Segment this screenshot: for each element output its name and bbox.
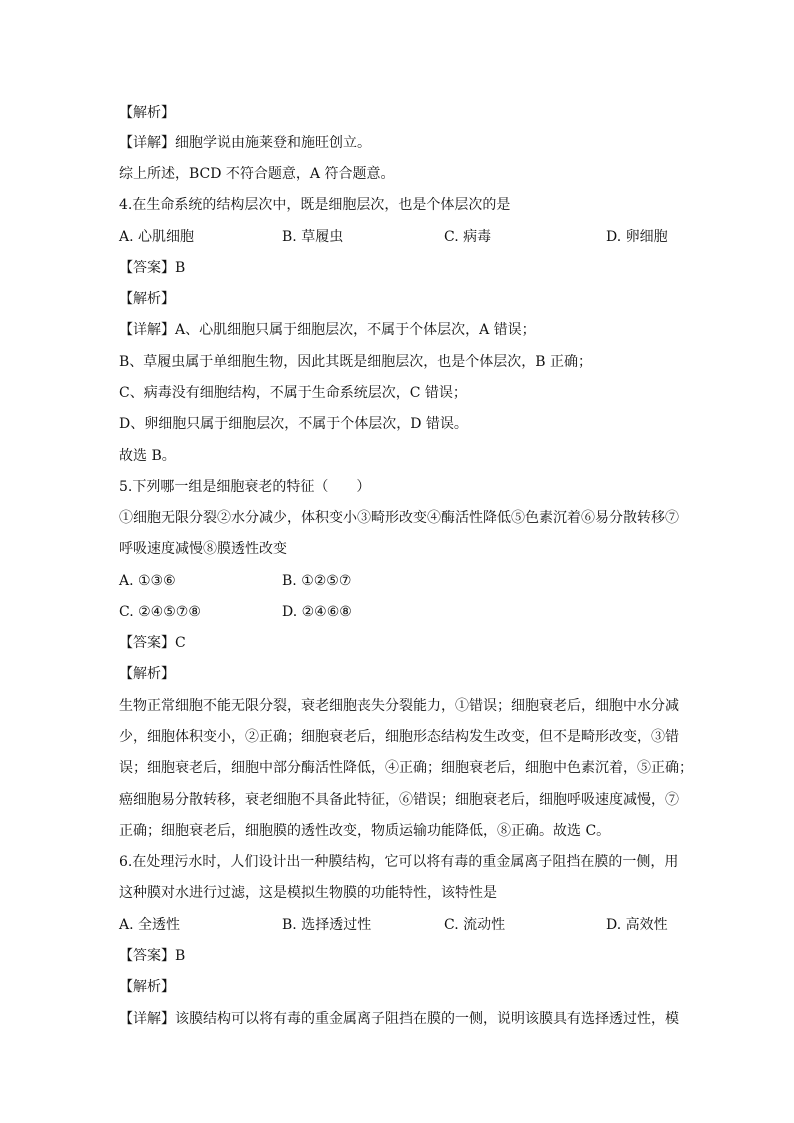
summary-text: 综上所述，BCD 不符合题意，A 符合题意。 (119, 166, 395, 182)
detail-text: C、病毒没有细胞结构，不属于生命系统层次，C 错误； (119, 385, 467, 401)
analysis-heading: 【解析】 (119, 979, 175, 995)
answer-label: 【答案】C (119, 635, 186, 651)
question-5-items: ①细胞无限分裂②水分减少，体积变小③畸形改变④酶活性降低⑤色素沉着⑥易分散转移⑦ (119, 510, 679, 526)
q6-option-a: A. 全透性 (119, 917, 181, 933)
detail-text: 【详解】细胞学说由施莱登和施旺创立。 (119, 135, 371, 151)
q6-option-c: C. 流动性 (444, 917, 506, 933)
q6-option-b: B. 选择透过性 (282, 917, 372, 933)
analysis-heading: 【解析】 (119, 105, 175, 121)
q5-option-c: C. ②④⑤⑦⑧ (119, 604, 201, 620)
analysis-text: 癌细胞易分散转移，衰老细胞不具备此特征，⑥错误；细胞衰老后，细胞呼吸速度减慢，⑦ (119, 792, 679, 808)
analysis-text: 生物正常细胞不能无限分裂，衰老细胞丧失分裂能力，①错误；细胞衰老后，细胞中水分减 (119, 698, 679, 714)
q4-option-c: C. 病毒 (444, 229, 492, 245)
detail-text: B、草履虫属于单细胞生物，因此其既是细胞层次，也是个体层次，B 正确； (119, 354, 593, 370)
answer-label: 【答案】B (119, 260, 186, 276)
analysis-heading: 【解析】 (119, 291, 175, 307)
detail-text: 【详解】该膜结构可以将有毒的重金属离子阻挡在膜的一侧，说明该膜具有选择透过性，模 (119, 1011, 679, 1027)
q5-option-a: A. ①③⑥ (119, 573, 176, 589)
analysis-heading: 【解析】 (119, 666, 175, 682)
analysis-text: 正确；细胞衰老后，细胞膜的透性改变，物质运输功能降低，⑧正确。故选 C。 (119, 823, 611, 839)
q6-option-d: D. 高效性 (606, 917, 668, 933)
q4-option-b: B. 草履虫 (282, 229, 344, 245)
conclusion-text: 故选 B。 (119, 448, 176, 464)
question-6-stem: 6.在处理污水时，人们设计出一种膜结构，它可以将有毒的重金属离子阻挡在膜的一侧，用 (119, 854, 679, 870)
analysis-text: 误；细胞衰老后，细胞中部分酶活性降低，④正确；细胞衰老后，细胞中色素沉着，⑤正确； (119, 760, 693, 776)
q4-option-d: D. 卵细胞 (606, 229, 668, 245)
q5-option-d: D. ②④⑥⑧ (282, 604, 352, 620)
answer-label: 【答案】B (119, 948, 186, 964)
q5-option-b: B. ①②⑤⑦ (282, 573, 352, 589)
analysis-text: 少，细胞体积变小，②正确；细胞衰老后，细胞形态结构发生改变，但不是畸形改变，③错 (119, 729, 679, 745)
question-4-stem: 4.在生命系统的结构层次中，既是细胞层次，也是个体层次的是 (119, 197, 511, 213)
detail-text: D、卵细胞只属于细胞层次，不属于个体层次，D 错误。 (119, 416, 468, 432)
question-5-items: 呼吸速度减慢⑧膜透性改变 (119, 541, 287, 557)
q4-option-a: A. 心肌细胞 (119, 229, 195, 245)
detail-text: 【详解】A、心肌细胞只属于细胞层次，不属于个体层次，A 错误； (119, 322, 536, 338)
question-6-stem: 这种膜对水进行过滤，这是模拟生物膜的功能特性，该特性是 (119, 885, 497, 901)
question-5-stem: 5.下列哪一组是细胞衰老的特征（ ） (119, 479, 371, 495)
